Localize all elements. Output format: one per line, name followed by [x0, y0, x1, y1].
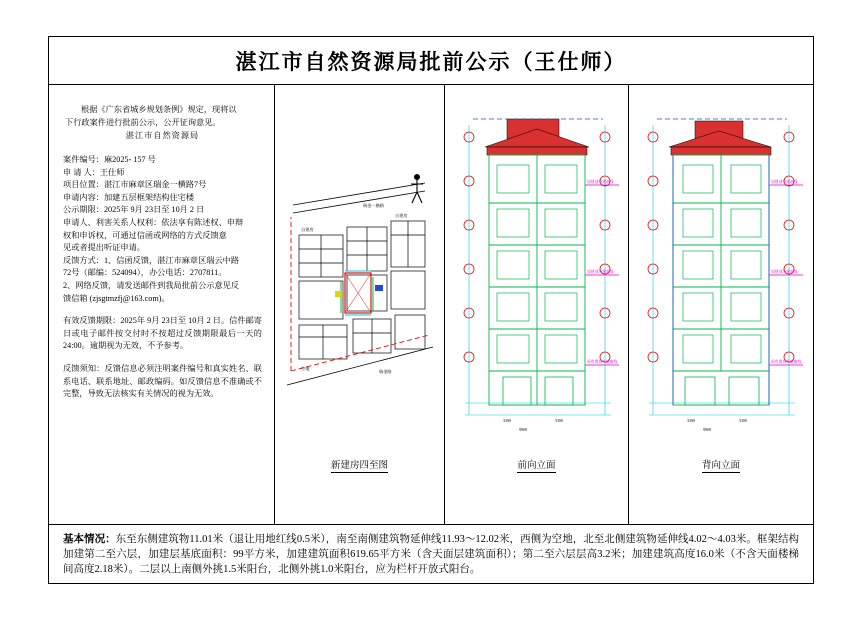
- title-bar: [49, 37, 813, 85]
- north-symbol: [411, 174, 423, 203]
- front-elevation-caption: [445, 457, 628, 471]
- case-field: 申请人、利害关系人权利：依法享有陈述权、申辩: [63, 217, 244, 227]
- magenta-labels: [587, 179, 618, 364]
- svg-text:加建部分建筑线: 加建部分建筑线: [587, 270, 614, 274]
- ground-floor: [685, 377, 759, 405]
- case-field: 馈信箱 (zjsgtmzfj@163.com)。: [63, 293, 170, 303]
- svg-text:加建部分建筑线: 加建部分建筑线: [771, 270, 798, 274]
- notice-intro-line2: 下行政案件进行批前公示，公开征询意见。: [65, 118, 221, 127]
- notice-text-column: [49, 85, 275, 525]
- basic-info-body: 东至东侧建筑物11.01米（退让用地红线0.5米），南至南侧建筑物延伸线11.93～12.02米，西侧为空地，北至北侧建筑物延伸线4.02～4.03米。框架结构加建第二至六层，加建层基底面积：99平方米，加建建筑面积619.65平方米（含天面层建筑面积）；第二至六层层高3.2米；加建建筑高度16.0米（不含天面楼梯间高度2.18米）。二层以上南侧外挑1.5米阳台，北侧外挑1.0米阳台，应为栏杆开放式阳台。: [63, 534, 800, 575]
- magenta-labels: [771, 179, 802, 364]
- feedback-period-paragraph: [61, 315, 264, 353]
- site-plan-caption-text: 新建房四至图: [330, 461, 388, 471]
- magenta-annotations: [769, 185, 803, 365]
- rear-elevation-caption: [629, 457, 813, 471]
- page-title: 湛江市自然资源局批前公示（王仕师）: [235, 49, 627, 74]
- case-field: 2、网络反馈，请发送邮件到我局批前公示意见反: [63, 280, 240, 290]
- svg-text:空地: 空地: [301, 366, 310, 371]
- blue-annotations: [657, 119, 787, 405]
- roof-structure: [669, 121, 771, 155]
- svg-text:自建房: 自建房: [395, 213, 408, 218]
- site-plan-caption: [275, 457, 444, 471]
- case-field: 反馈方式：1、信函反馈，湛江市麻章区瑞云中路: [63, 255, 240, 265]
- svg-text:瑞金一横路: 瑞金一横路: [363, 203, 384, 208]
- case-fields: [61, 154, 264, 305]
- svg-text:自建房: 自建房: [301, 227, 314, 232]
- building-outline: [489, 155, 585, 405]
- basic-info-text: [63, 532, 799, 577]
- elevation-dimensions: [503, 418, 563, 432]
- feedback-notice-text: 反馈须知：反馈信息必须注明案件编号和真实姓名、联系电话、联系地址、邮政编码。如反馈信息不准确或不完整，导致无法核实有关情况的视为无效。: [63, 363, 262, 399]
- svg-text:瑞金路: 瑞金路: [379, 369, 392, 374]
- case-field: 申 请 人：王仕师: [63, 167, 125, 177]
- elevation-dimensions: [687, 418, 747, 432]
- building-outline: [673, 155, 769, 405]
- front-elevation-caption-text: 前向立面: [517, 461, 556, 471]
- case-field: 72号（邮编：524094），办公电话：2707811。: [63, 268, 227, 278]
- magenta-annotations: [585, 185, 619, 365]
- windows-and-rails: [683, 165, 761, 363]
- basic-info-footer: [49, 524, 813, 583]
- ground-floor: [503, 377, 573, 405]
- svg-text:原有建筑外轮廓线: 原有建筑外轮廓线: [771, 360, 802, 364]
- svg-text:3300: 3300: [739, 418, 747, 423]
- site-plan-column: [275, 85, 445, 525]
- subject-parcel-highlight: [345, 273, 371, 313]
- svg-text:9900: 9900: [703, 427, 711, 432]
- svg-text:3300: 3300: [503, 418, 511, 423]
- svg-text:加建部分建筑线: 加建部分建筑线: [587, 180, 614, 184]
- svg-text:3300: 3300: [687, 418, 695, 423]
- case-field: 权和申诉权，可通过信函或网络的方式反馈意: [63, 230, 227, 240]
- notice-intro: [61, 103, 264, 142]
- case-field: 项目位置：湛江市麻章区瑞金一横路7号: [63, 180, 207, 190]
- feedback-period-text: 有效反馈期限：2025年 9月 23日至 10月 2 日。信件邮寄日或电子邮件按交付时不按超过反馈期限最后一天的24:00。逾期视为无效，不予参考。: [63, 316, 262, 351]
- feedback-notice-paragraph: [61, 363, 264, 401]
- document-frame: [48, 36, 814, 584]
- plan-annotations: [335, 271, 383, 315]
- case-field: 公示期限：2025年 9月 23日至 10月 2 日: [63, 205, 205, 215]
- roof-structure: [485, 119, 589, 155]
- rear-elevation-caption-text: 背向立面: [701, 461, 740, 471]
- body-region: [49, 85, 813, 525]
- svg-text:9900: 9900: [519, 427, 527, 432]
- rear-elevation-column: [629, 85, 813, 525]
- front-elevation-column: [445, 85, 629, 525]
- case-field: 申请内容：加建五层框架结构住宅楼: [63, 192, 195, 202]
- svg-text:3300: 3300: [555, 418, 563, 423]
- svg-text:原有建筑外轮廓线: 原有建筑外轮廓线: [587, 360, 618, 364]
- case-field: 案件编号：麻2025- 157 号: [63, 155, 156, 164]
- case-field: 见或者提出听证申请。: [63, 243, 145, 253]
- plan-labels: [301, 202, 408, 375]
- notice-intro-line1: 根据《广东省城乡规划条例》规定，现将以: [81, 105, 237, 114]
- svg-text:加建部分建筑线: 加建部分建筑线: [771, 180, 798, 184]
- basic-info-label: 基本情况：: [63, 534, 116, 545]
- issuing-organization: 湛江市自然资源局: [125, 131, 200, 140]
